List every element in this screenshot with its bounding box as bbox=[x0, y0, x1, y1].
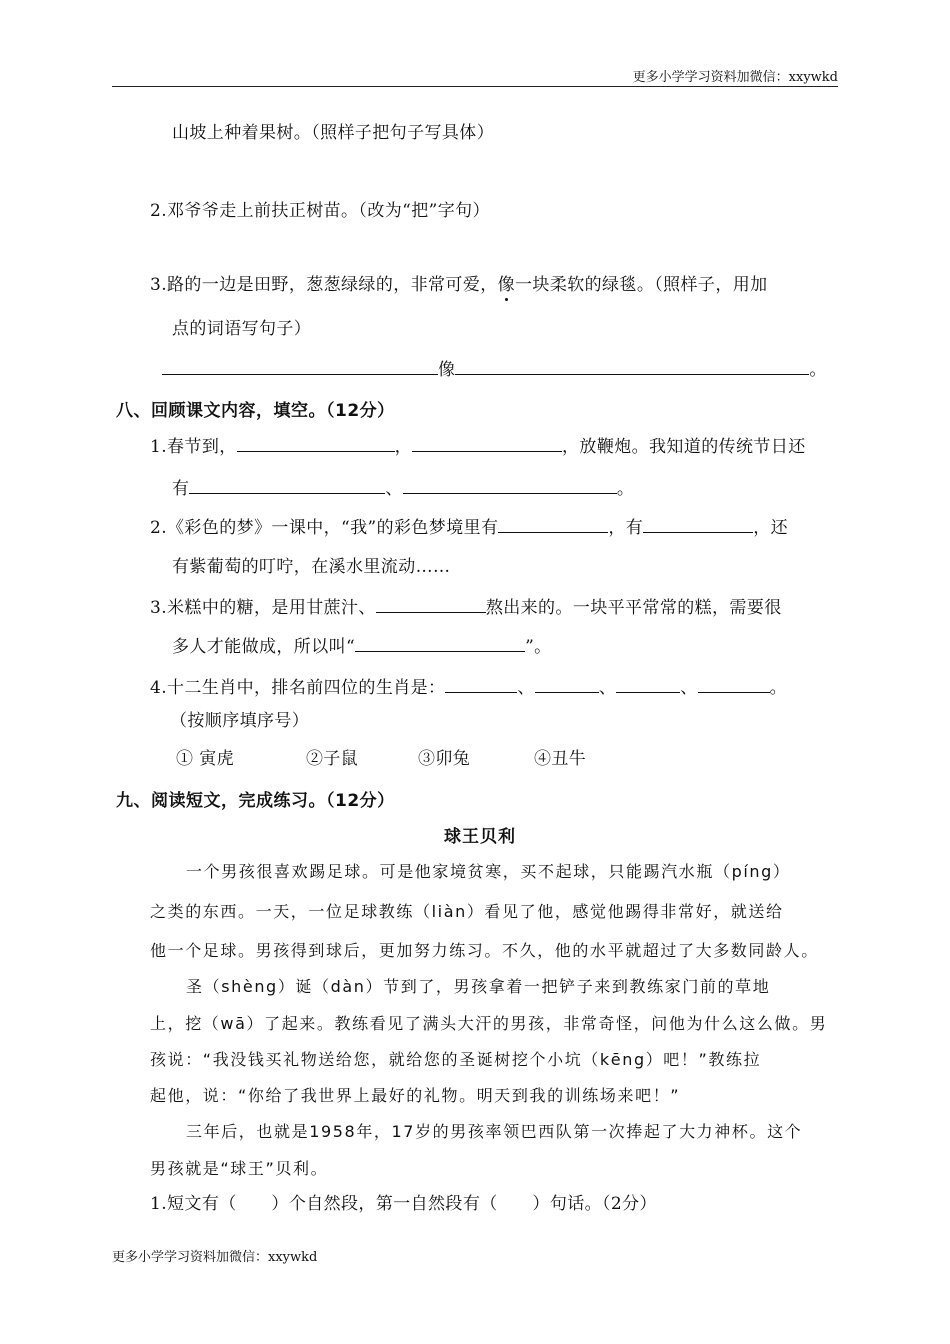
answer-blank[interactable] bbox=[498, 514, 608, 533]
header-rule bbox=[112, 86, 838, 87]
q7-fill-end: 。 bbox=[809, 360, 827, 380]
q7-item3-part-a: 3.路的一边是田野，葱葱绿绿的，非常可爱， bbox=[150, 275, 498, 295]
s9-q1: 1.短文有（ ）个自然段，第一自然段有（ ）句话。（2分） bbox=[150, 1194, 657, 1214]
answer-blank[interactable] bbox=[445, 674, 517, 693]
s8-q4-sep: 、 bbox=[598, 678, 617, 698]
s8-q1-text-b: ，放鞭炮。我知道的传统节日还 bbox=[562, 437, 806, 457]
s8-q4-line1 bbox=[150, 674, 787, 700]
q7-item3 bbox=[150, 273, 768, 297]
s8-q1-text-d: 、 bbox=[385, 479, 403, 499]
s8-q2-text-b: ，有 bbox=[608, 518, 644, 538]
s8-q1-text-c: 有 bbox=[172, 479, 190, 499]
passage-line: 上，挖（wā）了起来。教练看见了满头大汗的男孩，非常奇怪，问他为什么这么做。男 bbox=[150, 1014, 828, 1033]
answer-blank[interactable] bbox=[643, 514, 753, 533]
s8-q4-note: （按顺序填序号） bbox=[170, 711, 310, 731]
s8-q2-line2: 有紫葡萄的叮咛，在溪水里流动…… bbox=[172, 557, 451, 577]
footer-note: 更多小学学习资料加微信：xxywkd bbox=[112, 1250, 318, 1265]
s8-q3-line1 bbox=[150, 594, 782, 620]
q7-fill-mid: 像 bbox=[438, 360, 456, 380]
passage-line: 圣（shèng）诞（dàn）节到了，男孩拿着一把铲子来到教练家门前的草地 bbox=[186, 977, 771, 996]
passage-line: 三年后，也就是1958年，17岁的男孩率领巴西队第一次捧起了大力神杯。这个 bbox=[186, 1122, 803, 1141]
q7-line1: 山坡上种着果树。（照样子把句子写具体） bbox=[172, 123, 495, 143]
section-9-heading: 九、阅读短文，完成练习。（12分） bbox=[116, 791, 395, 811]
s8-q3-text-b: 熬出来的。一块平平常常的糕，需要很 bbox=[485, 598, 782, 618]
answer-blank[interactable] bbox=[698, 674, 770, 693]
answer-blank[interactable] bbox=[412, 433, 562, 452]
answer-blank[interactable] bbox=[376, 594, 486, 613]
q7-fill-line bbox=[162, 356, 827, 382]
passage-line: 他一个足球。男孩得到球后，更加努力练习。不久，他的水平就超过了大多数同龄人。 bbox=[150, 941, 819, 960]
q7-dotted-word: 像 bbox=[497, 275, 516, 295]
s8-q3-text-c: 多人才能做成，所以叫“ bbox=[172, 637, 356, 657]
answer-blank[interactable] bbox=[162, 356, 438, 375]
s8-q4-option-1: ① 寅虎 bbox=[176, 749, 235, 769]
s8-q4-end: 。 bbox=[769, 678, 788, 698]
header-note: 更多小学学习资料加微信：xxywkd bbox=[632, 70, 838, 85]
passage-line: 一个男孩很喜欢踢足球。可是他家境贫寒，买不起球，只能踢汽水瓶（píng） bbox=[186, 862, 791, 881]
s8-q1-line2 bbox=[172, 475, 634, 501]
section-8-heading: 八、回顾课文内容，填空。（12分） bbox=[116, 401, 395, 421]
s8-q1-line1 bbox=[150, 433, 806, 459]
s8-q1-text-e: 。 bbox=[616, 479, 635, 499]
passage-title: 球王贝利 bbox=[444, 827, 516, 847]
s8-q1-sep: ， bbox=[394, 437, 413, 457]
passage-line: 孩说：“我没钱买礼物送给您，就给您的圣诞树挖个小坑（kēng）吧！”教练拉 bbox=[150, 1050, 762, 1069]
s8-q2-line1 bbox=[150, 514, 788, 540]
s8-q4-option-3: ③卯兔 bbox=[418, 749, 471, 769]
answer-blank[interactable] bbox=[355, 633, 525, 652]
s8-q3-text-a: 3.米糕中的糖，是用甘蔗汁、 bbox=[150, 598, 376, 618]
s8-q4-sep: 、 bbox=[517, 678, 535, 698]
answer-blank[interactable] bbox=[189, 475, 385, 494]
passage-line: 起他，说：“你给了我世界上最好的礼物。明天到我的训练场来吧！” bbox=[150, 1086, 681, 1105]
q7-item3-cont: 点的词语写句子） bbox=[172, 319, 312, 339]
s8-q1-text-a: 1.春节到， bbox=[150, 437, 237, 457]
answer-blank[interactable] bbox=[237, 433, 395, 452]
q7-item2: 2.邓爷爷走上前扶正树苗。（改为“把”字句） bbox=[150, 201, 490, 221]
q7-item3-part-b: 一块柔软的绿毯。（照样子，用加 bbox=[515, 275, 768, 295]
passage-line: 之类的东西。一天，一位足球教练（liàn）看见了他，感觉他踢得非常好，就送给 bbox=[150, 902, 784, 921]
s8-q2-text-c: ，还 bbox=[753, 518, 789, 538]
s8-q3-line2 bbox=[172, 633, 552, 659]
answer-blank[interactable] bbox=[403, 475, 617, 494]
passage-line: 男孩就是“球王”贝利。 bbox=[150, 1159, 329, 1178]
s8-q4-text: 4.十二生肖中，排名前四位的生肖是： bbox=[150, 678, 446, 698]
s8-q4-option-2: ②子鼠 bbox=[306, 749, 359, 769]
answer-blank[interactable] bbox=[455, 356, 809, 375]
s8-q4-option-4: ④丑牛 bbox=[534, 749, 587, 769]
s8-q4-sep: 、 bbox=[680, 678, 698, 698]
s8-q2-text-a: 2.《彩色的梦》一课中，“我”的彩色梦境里有 bbox=[150, 518, 499, 538]
answer-blank[interactable] bbox=[616, 674, 680, 693]
s8-q3-text-d: ”。 bbox=[525, 637, 552, 657]
answer-blank[interactable] bbox=[535, 674, 599, 693]
